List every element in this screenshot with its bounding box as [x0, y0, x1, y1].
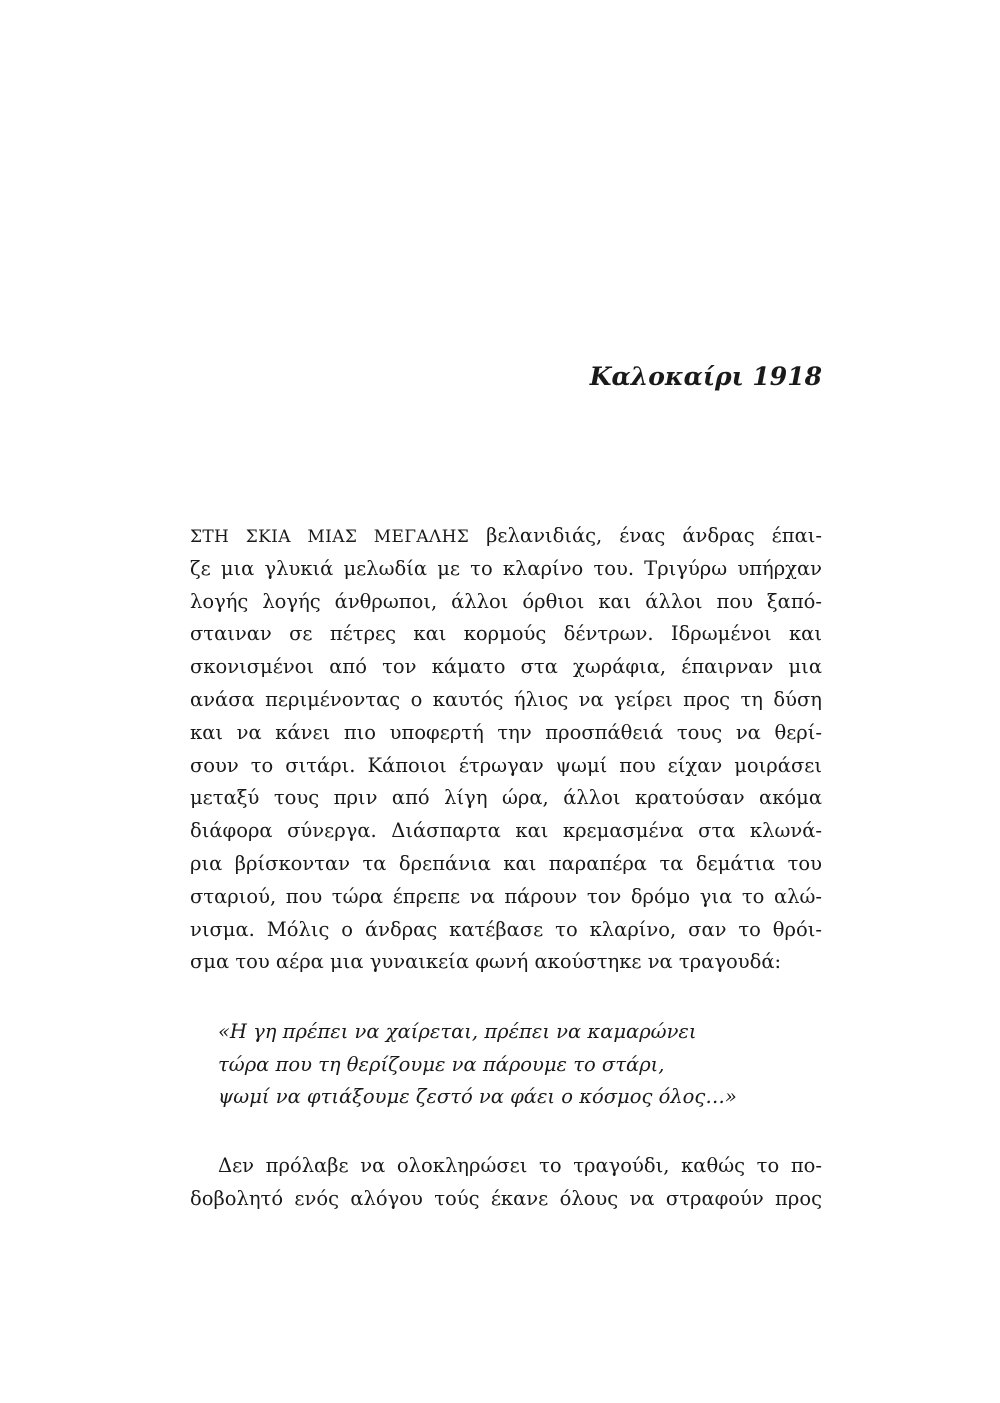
paragraph-line: λογής λογής άνθρωποι, άλλοι όρθιοι και άλλοι που ξαπό-: [190, 589, 822, 613]
paragraph-line: σκονισμένοι από τον κάματο στα χωράφια, έπαιρναν μια: [190, 655, 822, 679]
paragraph-line: νισμα. Μόλις ο άνδρας κατέβασε το κλαρίνο, σαν το θρόι-: [190, 917, 822, 941]
paragraph-line: σταιναν σε πέτρες και κορμούς δέντρων. Ιδρωμένοι και: [190, 622, 822, 646]
paragraph-line: σουν το σιτάρι. Κάποιοι έτρωγαν ψωμί που είχαν μοιράσει: [190, 753, 822, 777]
paragraph-line: ανάσα περιμένοντας ο καυτός ήλιος να γείρει προς τη δύση: [190, 687, 822, 711]
paragraph-continuation: [190, 1150, 822, 1216]
paragraph-line: και να κάνει πιο υποφερτή την προσπάθειά τους να θερί-: [190, 720, 822, 744]
song-verse: [218, 1016, 818, 1114]
paragraph-opening: [190, 520, 822, 979]
verse-line: «Η γη πρέπει να χαίρεται, πρέπει να καμαρώνει: [218, 1020, 697, 1043]
paragraph-line: διάφορα σύνεργα. Διάσπαρτα και κρεμασμένα στα κλωνά-: [190, 819, 822, 843]
paragraph-line: μεταξύ τους πριν από λίγη ώρα, άλλοι κρατούσαν ακόμα: [190, 786, 822, 810]
paragraph-line: σταριού, που τώρα έπρεπε να πάρουν τον δρόμο για το αλώ-: [190, 884, 822, 908]
paragraph-line: σμα του αέρα μια γυναικεία φωνή ακούστηκε να τραγουδά:: [190, 950, 782, 974]
smallcaps-lead: ΣΤΗ ΣΚΙΑ ΜΙΑΣ ΜΕΓΑΛΗΣ: [190, 527, 470, 547]
paragraph-line: Δεν πρόλαβε να ολοκληρώσει το τραγούδι, καθώς το πο-: [218, 1154, 822, 1177]
paragraph-line: δοβολητό ενός αλόγου τούς έκανε όλους να στραφούν προς: [190, 1186, 822, 1210]
paragraph-line: ρια βρίσκονταν τα δρεπάνια και παραπέρα τα δεμάτια του: [190, 851, 822, 875]
verse-line: ψωμί να φτιάξουμε ζεστό να φάει ο κόσμος όλος…»: [218, 1085, 737, 1108]
line-text: βελανιδιάς, ένας άνδρας έπαι-: [469, 524, 822, 547]
chapter-title: Καλοκαίρι 1918: [589, 362, 822, 391]
verse-line: τώρα που τη θερίζουμε να πάρουμε το στάρι,: [218, 1052, 665, 1076]
paragraph-line: [190, 520, 822, 553]
paragraph-line: ζε μια γλυκιά μελωδία με το κλαρίνο του. Τριγύρω υπήρχαν: [190, 556, 822, 580]
